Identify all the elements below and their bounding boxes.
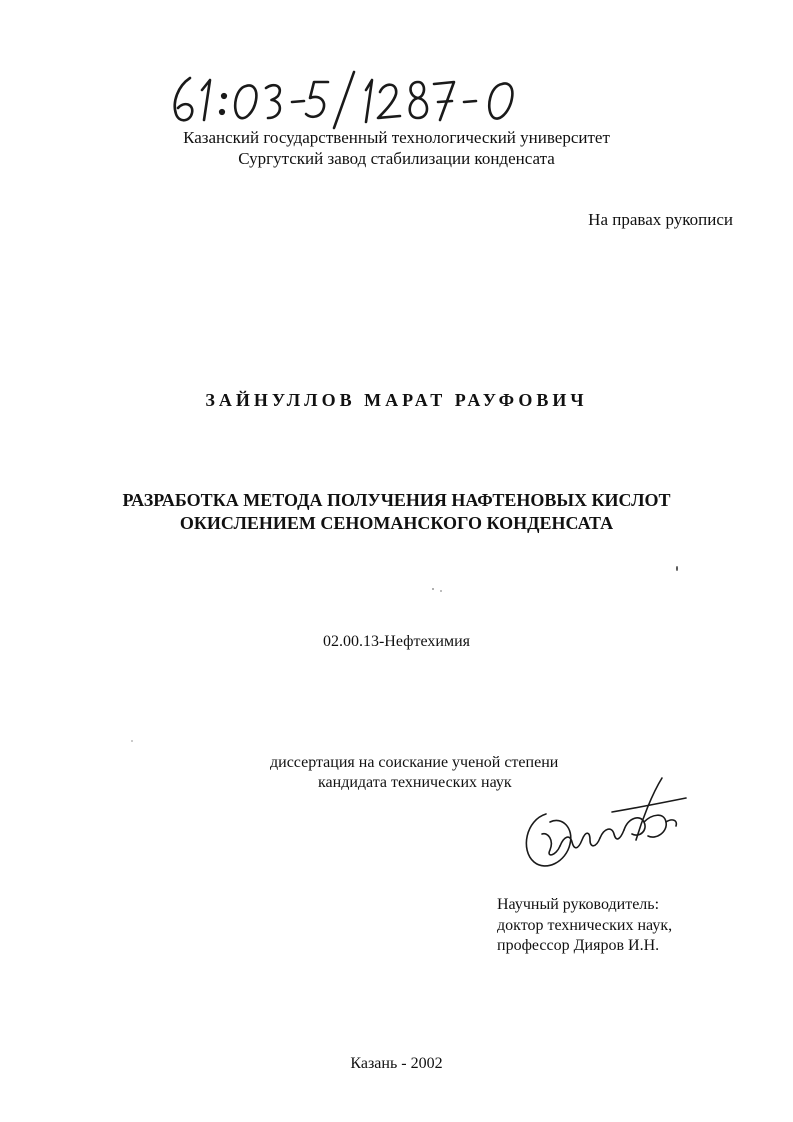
dissertation-line-1: диссертация на соискание ученой степени [270, 754, 559, 771]
supervisor-degree: доктор технических наук, [497, 917, 673, 934]
city-year: Казань - 2002 [350, 1055, 443, 1072]
scan-speck [676, 566, 678, 571]
thesis-title-line-2: ОКИСЛЕНИЕМ СЕНОМАНСКОГО КОНДЕНСАТА [179, 513, 614, 533]
dissertation-line-2: кандидата технических наук [318, 774, 512, 791]
scan-speck [432, 588, 434, 590]
scan-speck [131, 740, 133, 742]
scan-speck [440, 590, 442, 592]
specialty-code: 02.00.13-Нефтехимия [322, 633, 471, 650]
thesis-title-line-1: РАЗРАБОТКА МЕТОДА ПОЛУЧЕНИЯ НАФТЕНОВЫХ КИСЛОТ [122, 490, 671, 510]
author-name: ЗАЙНУЛЛОВ МАРАТ РАУФОВИЧ [205, 390, 588, 410]
institution-university: Казанский государственный технологический университет [183, 128, 610, 147]
signature-image [516, 770, 694, 880]
rights-notice: На правах рукописи [588, 210, 733, 229]
supervisor-name: профессор Дияров И.Н. [497, 937, 660, 954]
handwritten-archive-number [168, 68, 528, 130]
supervisor-label: Научный руководитель: [497, 896, 660, 913]
institution-plant: Сургутский завод стабилизации конденсата [238, 149, 555, 168]
